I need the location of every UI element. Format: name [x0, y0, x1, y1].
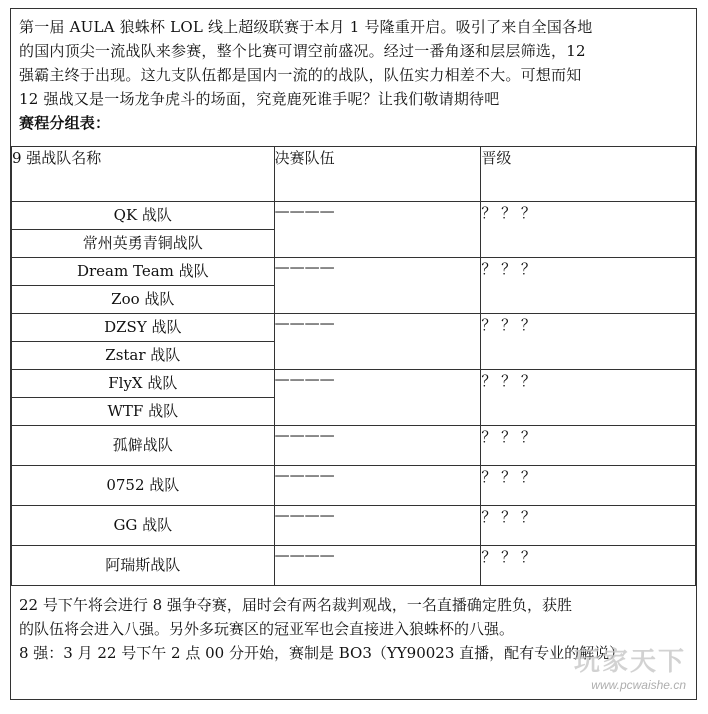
- intro-line: 的国内顶尖一流战队来参赛，整个比赛可谓空前盛况。经过一番角逐和层层筛选，12: [19, 42, 586, 60]
- table-row: [12, 314, 696, 342]
- final-team-cell: ————: [274, 314, 481, 370]
- footer-line: 的队伍将会进入八强。另外多玩赛区的冠亚军也会直接进入狼蛛杯的八强。: [19, 620, 515, 638]
- table-row: [12, 426, 696, 466]
- table-header-row: [12, 147, 696, 202]
- intro-line: 第一届 AULA 狼蛛杯 LOL 线上超级联赛于本月 1 号隆重开启。吸引了来自全国各地: [19, 18, 593, 36]
- final-team-cell: ————: [274, 466, 481, 506]
- final-team-cell: ————: [274, 546, 481, 586]
- team-name-cell: 阿瑞斯战队: [12, 546, 275, 586]
- table-row: [12, 370, 696, 398]
- team-name-cell: Zoo 战队: [12, 286, 275, 314]
- header-advance: 晋级: [481, 147, 696, 202]
- team-name-cell: 常州英勇青铜战队: [12, 230, 275, 258]
- table-row: [12, 466, 696, 506]
- final-team-cell: ————: [274, 426, 481, 466]
- team-name-cell: WTF 战队: [12, 398, 275, 426]
- watermark: [574, 641, 686, 692]
- final-team-cell: ————: [274, 370, 481, 426]
- table-row: [12, 202, 696, 230]
- table-row: [12, 546, 696, 586]
- team-name-cell: Zstar 战队: [12, 342, 275, 370]
- team-name-cell: 0752 战队: [12, 466, 275, 506]
- advance-cell: ？ ？ ？: [481, 202, 696, 258]
- watermark-url: www.pcwaishe.cn: [591, 678, 686, 692]
- advance-cell: ？ ？ ？: [481, 370, 696, 426]
- document-frame: [10, 8, 697, 700]
- schedule-table: [11, 146, 696, 586]
- intro-section: [19, 15, 691, 135]
- final-team-cell: ————: [274, 506, 481, 546]
- footer-line: 22 号下午将会进行 8 强争夺赛，届时会有两名裁判观战，一名直播确定胜负，获胜: [19, 596, 572, 614]
- team-name-cell: GG 战队: [12, 506, 275, 546]
- schedule-title: 赛程分组表：: [19, 114, 111, 132]
- team-name-cell: DZSY 战队: [12, 314, 275, 342]
- table-row: [12, 258, 696, 286]
- watermark-logo: 玩家天下: [573, 646, 686, 676]
- header-team-name: 9 强战队名称: [12, 147, 275, 202]
- advance-cell: ？ ？ ？: [481, 466, 696, 506]
- team-name-cell: FlyX 战队: [12, 370, 275, 398]
- team-name-cell: 孤僻战队: [12, 426, 275, 466]
- intro-line: 12 强战又是一场龙争虎斗的场面，究竟鹿死谁手呢？让我们敬请期待吧: [19, 90, 500, 108]
- advance-cell: ？ ？ ？: [481, 258, 696, 314]
- final-team-cell: ————: [274, 258, 481, 314]
- advance-cell: ？ ？ ？: [481, 546, 696, 586]
- final-team-cell: ————: [274, 202, 481, 258]
- advance-cell: ？ ？ ？: [481, 314, 696, 370]
- advance-cell: ？ ？ ？: [481, 426, 696, 466]
- footer-line: 8 强：3 月 22 号下午 2 点 00 分开始，赛制是 BO3（YY90023 直播，配有专业的解说）: [19, 644, 625, 662]
- table-row: [12, 506, 696, 546]
- intro-line: 强霸主终于出现。这九支队伍都是国内一流的的战队，队伍实力相差不大。可想而知: [19, 66, 582, 84]
- team-name-cell: Dream Team 战队: [12, 258, 275, 286]
- header-final-teams: 决赛队伍: [274, 147, 481, 202]
- team-name-cell: QK 战队: [12, 202, 275, 230]
- advance-cell: ？ ？ ？: [481, 506, 696, 546]
